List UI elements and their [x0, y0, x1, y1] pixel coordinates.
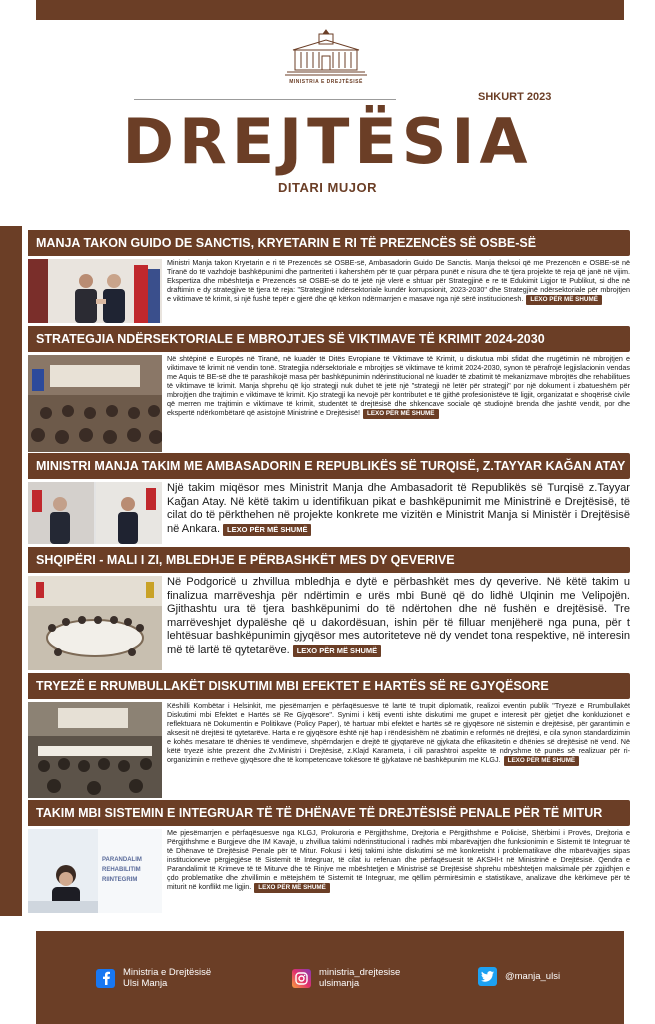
logo-text: MINISTRIA E DREJTËSISË	[289, 79, 363, 85]
section-text: Këshilli Kombëtar i Helsinkit, me pjesëmarrjen e përfaqësuesve të lartë të trupit diplomatik, realizoi eventin publik "Tryezë e Rrumbullakët Diskutimi mbi Efektet e Hartës së Re Gjyqësore". Synimi i këtij eventi ishte diskutimi me grupet e interesit për gjetjet dhe konkluzionet e reflektuara në Dokumentin e Politikave (Policy Paper), të hartuar mbi efektet e hartës së re gjyqësore në sistemin e drejtësisë, për garantimin e aksesit në drejtësi të qytetarëve. Harta e re gjyqësore është një hap i rëndësishëm në zbatimin e reformës në drejtësi, e cila synon standardizimin e kohës mesatare të dhënies të vendimeve, shpërndarjen e drejtë të gjyqtarëve në gjykata dhe efikasitetin e dhënies së drejtësisë në vend. Në këtë tryezë ishte prezent dhe Zv.Ministri i Drejtësisë, z.Klajd Karameta, i cili parashtroi aspekte të ndryshme të punës së realizuar për ri-organizimin e rretheve gjyqësore dhe të kompetencave tokësore të gjykatave në bashkëpunim me KLGJ.	[167, 702, 630, 764]
banner-line: REHABILITIM	[102, 867, 141, 873]
news-section-judicial-map	[28, 673, 630, 798]
read-more-button[interactable]: LEXO PËR MË SHUMË	[223, 524, 311, 536]
section-body	[167, 702, 630, 798]
news-section-montenegro	[28, 547, 630, 670]
facebook-name-1: Ministria e Drejtësisë	[123, 967, 212, 978]
instagram-icon	[292, 969, 311, 988]
instagram-link[interactable]	[292, 967, 400, 989]
section-photo	[28, 355, 162, 452]
section-body	[167, 259, 630, 323]
twitter-link[interactable]	[478, 967, 560, 986]
section-photo	[28, 576, 162, 670]
section-heading: TAKIM MBI SISTEMIN E INTEGRUAR TË TË DHËNAVE TË DREJTËSISË PENALE PËR TË MITUR	[28, 800, 630, 826]
section-body	[167, 355, 630, 452]
section-body	[167, 829, 630, 913]
news-section-victims-strategy	[28, 326, 630, 452]
section-heading: SHQIPËRI - MALI I ZI, MBLEDHJE E PËRBASHKËT MES DY QEVERIVE	[28, 547, 630, 573]
top-banner-bar	[36, 0, 624, 20]
read-more-button[interactable]: LEXO PËR MË SHUMË	[254, 883, 330, 893]
read-more-button[interactable]: LEXO PËR MË SHUMË	[293, 645, 381, 657]
section-photo	[28, 482, 162, 544]
footer	[36, 931, 624, 1024]
instagram-handle-2: ulsimanja	[319, 978, 360, 989]
news-section-juvenile-justice	[28, 800, 630, 913]
issue-date: SHKURT 2023	[478, 91, 552, 103]
section-body	[167, 576, 630, 670]
section-text: Në shtëpinë e Europës në Tiranë, në kuadër të Ditës Evropiane të Viktimave të Krimit, u diskutua mbi sfidat dhe rrugëtimin në mbrojtjen e viktimave të krimit në vendin tonë. Strategjia ndërsektoriale e mbrojtjes së viktimave të krimit 2024-2030, synon të përafrojë legjislacionin vendas me Aquis të BE-së dhe të parashikojë masa për bashkëpunimin ndërinstitucional në kuadër të zbatimit të mekanizmave mbrojtës dhe rehabilitues të viktimave të krimit. Manja shprehu që kjo strategji nuk duhet të jetë një "strategji në letër për strategji" por një dokument i zbatueshëm për mbrojtjen dhe trajtimin e viktimave të krimit. Kjo strategji ka nevojë për kontributet e të gjithë profesionistëve të ligjit, organizatat e shoqërisë civile që merren me trajtimin e viktimave të krimit, studentët të drejtësisë dhe shkencave sociale që studiojnë brenda dhe jashtë vendit, por dhe ekspertë ndërkombëtarë që asistojnë Ministrinë e Drejtësisë!	[167, 355, 630, 417]
page-title: DREJTËSIA	[122, 105, 533, 178]
section-text: Një takim miqësor mes Ministrit Manja dhe Ambasadorit të Republikës së Turqisë z.Tayyar Kağan Atay. Në këtë takim u identifikuan pikat e bashkëpunimit me Ministrinë e Drejtësisë, të cilat do të përkthehen në projekte konkrete me vizitën e Ministrit Manja si Ministër i Drejtësisë në Ankara.	[167, 482, 630, 535]
instagram-handle-1: ministria_drejtesise	[319, 967, 401, 978]
section-text: Ministri Manja takon Kryetarin e ri të Prezencës së OSBE-së, Ambasadorin Guido De Sanctis. Manja theksoi që me Prezencën e OSBE-së në Tiranë do të vazhdojë bashkëpunimi dhe partneriteti i kahershëm për të çuar përpara punët e nisura dhe të tjera projekte të reja që janë në vijim. Ekspertiza dhe mbështetja e Prezencës së OSBE-së do të jetë një vlerë e shtuar për Strategjinë e re të Edukimit Ligjor të Publikut, si dhe në draftimin e dy strategjive të tjera të reja: "Strategjinë ndërsektoriale kundër korrupsionit, 2023-2030" dhe Strategjinë ndërsektoriale për mbrojtjen e viktimave të krimit, si një fushë tepër e gjerë dhe që kërkon ndërmarrjen e masave nga një sërë institucionesh.	[167, 259, 630, 303]
section-photo	[28, 702, 162, 798]
side-accent-bar	[0, 226, 22, 916]
section-photo	[28, 259, 162, 323]
news-section-turkey	[28, 453, 630, 544]
read-more-button[interactable]: LEXO PËR MË SHUMË	[363, 409, 439, 419]
section-text: Me pjesëmarrjen e përfaqësuesve nga KLGJ, Prokuroria e Përgjithshme, Drejtoria e Përgjithshme e Policisë, Shërbimi i Provës, Drejtoria e Përgjithshme e Burgjeve dhe IM Kavajë, u zhvillua takimi ndërinstitucional i radhës mbi mbarëvajtjen dhe funksionimin e Sistemit të Integruar të të Dhënave të Drejtësisë Penale për të Mitur. Fokusi i këtij takimi ishte diskutimi së më konkretisht i problematikave dhe mbarëvajtjes sipas institucioneve përgjegjëse të Sistemit të Integruar, të cilat iu referuan dhe përfaqësuesit të AKSHI-t në Ministrinë e Drejtësisë. Qendra e Parandalimit të Krimeve të të Miturve dhe të Rinjve me mbështetjen e Ministrisë së Drejtësisë shprehu mbështetjen maksimale për zgjidhjen e çdo problematike dhe zhvillimin e mëtejshëm të Sistemit të Integruar, me qëllim përmirësimin e statistikave, analizave dhe kërkimeve për të miturit në konflikt me ligjin.	[167, 829, 630, 891]
section-photo	[28, 829, 162, 913]
section-text: Në Podgoricë u zhvillua mbledhja e dytë e përbashkët mes dy qeverive. Në këtë takim u finalizua marrëveshja për ndërtimin e urës mbi Bunë që do lidhë Ulqinin me Velipojën. Gjithashtu ura të tjera bashkëpunimi do të ndërtohen dhe në fushën e drejtësisë. Tre marrëveshjet dypalëshe që u dakordësuan, ishin për të filluar menjëherë nga puna, për t lehtësuar bashkëpunimin gjyqësor mes autoriteteve në dy vendet tona respektive, në interesin më të lartë të qytetarëve.	[167, 576, 630, 656]
section-heading: STRATEGJIA NDËRSEKTORIALE E MBROJTJES SË VIKTIMAVE TË KRIMIT 2024-2030	[28, 326, 630, 352]
header-rule	[134, 99, 396, 100]
banner-line: PARANDALIM	[102, 857, 142, 863]
section-heading: MANJA TAKON GUIDO DE SANCTIS, KRYETARIN E RI TË PREZENCËS SË OSBE-SË	[28, 230, 630, 256]
news-section-osbe	[28, 230, 630, 323]
facebook-name-2: Ulsi Manja	[123, 978, 168, 989]
section-heading: TRYEZË E RRUMBULLAKËT DISKUTIMI MBI EFEKTET E HARTËS SË RE GJYQËSORE	[28, 673, 630, 699]
read-more-button[interactable]: LEXO PËR MË SHUMË	[504, 756, 580, 766]
twitter-handle: @manja_ulsi	[505, 971, 561, 982]
ministry-building-icon	[283, 28, 369, 78]
facebook-icon	[96, 969, 115, 988]
section-body	[167, 482, 630, 544]
facebook-link[interactable]	[96, 967, 211, 989]
banner-line: RIINTEGRIM	[102, 877, 138, 883]
ministry-logo	[276, 28, 376, 94]
read-more-button[interactable]: LEXO PËR MË SHUMË	[526, 295, 602, 305]
section-heading: MINISTRI MANJA TAKIM ME AMBASADORIN E REPUBLIKËS SË TURQISË, Z.TAYYAR KAĞAN ATAY	[28, 453, 630, 479]
page-subtitle: DITARI MUJOR	[278, 180, 377, 195]
twitter-icon	[478, 967, 497, 986]
